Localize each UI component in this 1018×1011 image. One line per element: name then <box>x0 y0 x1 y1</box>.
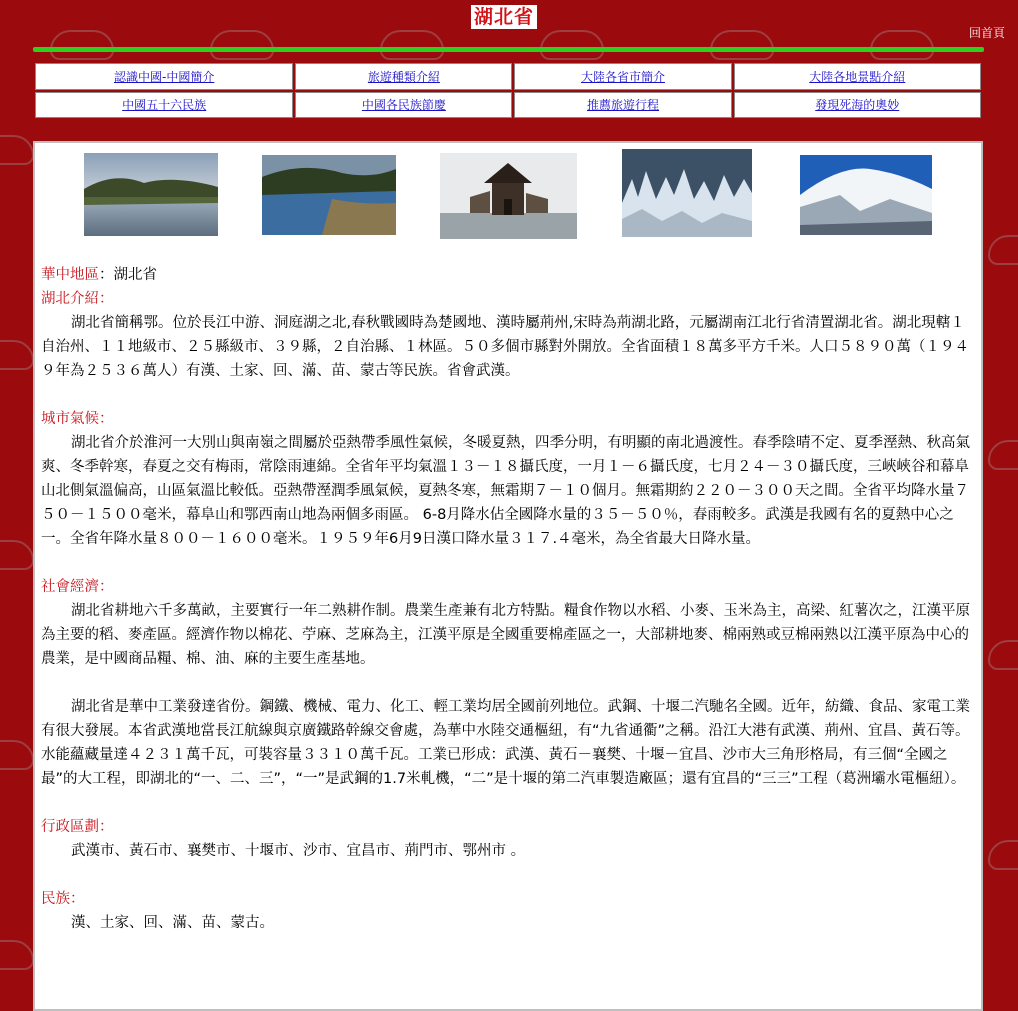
nav-link-travel-types[interactable]: 旅遊種類介紹 <box>367 69 440 84</box>
economy-heading: 社會經濟： <box>41 579 114 595</box>
glacier-photo <box>622 149 752 237</box>
pavilion-photo <box>440 153 577 239</box>
climate-paragraph: 湖北省介於淮河一大別山與南嶺之間屬於亞熱帶季風性氣候，冬暖夏熱，四季分明，有明顯的南北過渡性。春季陰晴不定、夏季溼熱、秋高氣爽、冬季幹寒，春夏之交有梅雨，常陰雨連綿。全省年平均氣溫１３－１８攝氏度，一月１－６攝氏度，七月２４－３０攝氏度，三峽峽谷和幕阜山北側氣溫偏高，山區氣溫比較低。亞熱帶溼潤季風氣候，夏熱冬寒，無霜期７－１０個月。無霜期約２２０－３００天之間。全省平均降水量７５０－１５００毫米，幕阜山和鄂西南山地為兩個多雨區。 6-8月降水佔全國降水量的３５－５０％，春雨較多。武漢是我國有名的夏熱中心之一。全省年降水量８００－１６００毫米。１９５９年6月9日漢口降水量３１７.４毫米，為全省最大日降水量。 <box>41 435 970 547</box>
cloud-decoration <box>0 740 34 770</box>
economy-label: 社會經濟 <box>41 579 99 595</box>
nav-cell <box>295 63 512 90</box>
admin-label: 行政區劃 <box>41 819 99 835</box>
cloud-decoration <box>0 940 34 970</box>
economy-paragraph-1: 湖北省耕地六千多萬畝，主要實行一年二熟耕作制。農業生產兼有北方特點。糧食作物以水稻、小麥、玉米為主，高梁、紅薯次之，江漢平原為主要的稻、麥產區。經濟作物以棉花、苧麻、芝麻為主，江漢平原是全國重要棉產區之一，大部耕地麥、棉兩熟或豆棉兩熟以江漢平原為中心的農業，是中國商品糧、棉、油、麻的主要生產基地。 <box>41 603 970 667</box>
nav-cell <box>35 92 293 119</box>
cloud-decoration <box>50 30 114 60</box>
home-link[interactable]: 回首頁 <box>969 26 1006 40</box>
nav-cell <box>295 92 512 119</box>
cloud-decoration <box>540 30 604 60</box>
people-label: 民族 <box>41 891 70 907</box>
river-photo <box>262 155 396 235</box>
economy-paragraph-2: 湖北省是華中工業發達省份。鋼鐵、機械、電力、化工、輕工業均居全國前列地位。武鋼、十堰二汽馳名全國。近年，紡織、食品、家電工業有很大發展。本省武漢地當長江航線與京廣鐵路幹線交會處，為華中水陸交通樞紐，有“九省通衢”之稱。沿江大港有武漢、荊州、宜昌、黃石等。水能蘊藏量達４２３１萬千瓦，可裝容量３３１０萬千瓦。工業已形成：武漢、黃石－襄樊、十堰－宜昌、沙市大三角形格局，有三個“全國之最”的大工程，即湖北的“一、二、三”，“一”是武鋼的1.7米軋機，“二”是十堰的第二汽車製造廠區；還有宜昌的“三三”工程（葛洲壩水電樞紐）。 <box>41 699 970 787</box>
climate-label: 城市氣候 <box>41 411 99 427</box>
article <box>41 263 977 935</box>
page-title: 湖北省 <box>471 5 537 29</box>
nav-cell <box>734 92 981 119</box>
cloud-decoration <box>988 840 1018 870</box>
cloud-decoration <box>0 540 34 570</box>
cloud-decoration <box>0 340 34 370</box>
intro-paragraph: 湖北省簡稱鄂。位於長江中游、洞庭湖之北,春秋戰國時為楚國地、漢時屬荊州,宋時為荊湖北路，元屬湖南江北行省清置湖北省。湖北現轄１自治州、１１地級市、２５縣級市、３９縣，２自治縣、１林區。５０多個市縣對外開放。全省面積１８萬多平方千米。人口５８９０萬（１９４９年為２５３６萬人）有漢、土家、回、滿、苗、蒙古等民族。省會武漢。 <box>41 315 969 379</box>
climate-heading: 城市氣候： <box>41 411 114 427</box>
intro-heading: 湖北介紹： <box>41 291 114 307</box>
divider <box>33 47 984 52</box>
nav-link-china-intro[interactable]: 認識中國-中國簡介 <box>113 69 215 84</box>
nav-cell <box>734 63 981 90</box>
people-heading: 民族： <box>41 891 85 907</box>
admin-paragraph: 武漢市、黃石市、襄樊市、十堰市、沙市、宜昌市、荊門市、鄂州市 。 <box>71 843 526 859</box>
nav-cell <box>514 92 731 119</box>
cloud-decoration <box>380 30 444 60</box>
people-paragraph: 漢、土家、回、滿、苗、蒙古。 <box>71 915 274 931</box>
content-panel <box>33 141 983 1011</box>
nav-link-festivals[interactable]: 中國各民族節慶 <box>361 98 446 113</box>
nav-link-itineraries[interactable]: 推薦旅遊行程 <box>586 98 659 113</box>
cloud-decoration <box>988 640 1018 670</box>
cloud-decoration <box>988 440 1018 470</box>
nav-link-dead-sea[interactable]: 發現死海的奧妙 <box>815 98 900 113</box>
cloud-decoration <box>988 235 1018 265</box>
region-value: ：湖北省 <box>99 267 157 283</box>
cloud-decoration <box>210 30 274 60</box>
admin-heading: 行政區劃： <box>41 819 114 835</box>
nav-link-attractions[interactable]: 大陸各地景點介紹 <box>809 69 906 84</box>
nav-cell <box>35 63 293 90</box>
nav-link-provinces[interactable]: 大陸各省市簡介 <box>580 69 665 84</box>
cloud-decoration <box>710 30 774 60</box>
intro-label: 湖北介紹 <box>41 291 99 307</box>
snow-mountain-photo <box>800 155 932 235</box>
region-label: 華中地區 <box>41 267 99 283</box>
cloud-decoration <box>0 135 34 165</box>
nav-link-ethnic-groups[interactable]: 中國五十六民族 <box>122 98 207 113</box>
nav-menu <box>33 61 983 120</box>
cloud-decoration <box>870 30 934 60</box>
lake-photo <box>84 153 218 236</box>
nav-cell <box>514 63 731 90</box>
photo-strip <box>35 147 981 247</box>
region-line <box>41 263 977 287</box>
